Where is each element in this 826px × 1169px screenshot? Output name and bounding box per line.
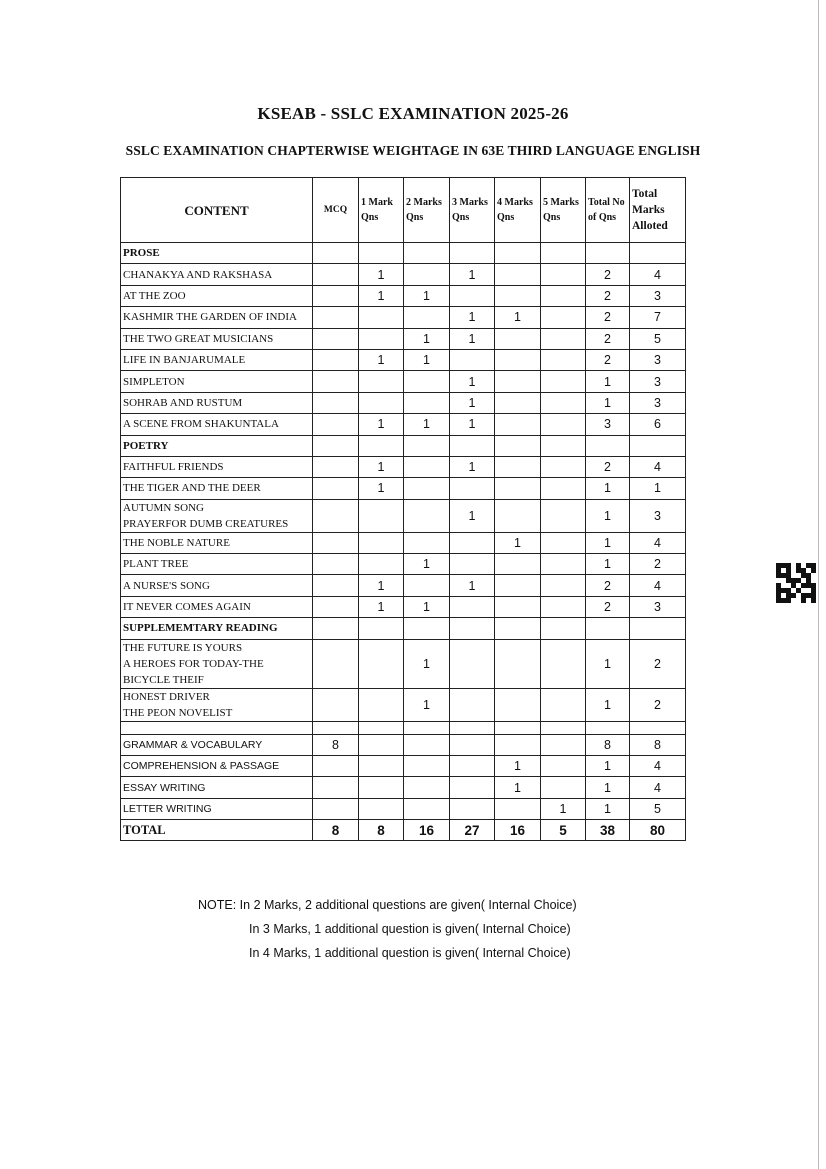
table-row	[121, 478, 686, 499]
note-line-3: In 4 Marks, 1 additional question is given( Internal Choice)	[249, 946, 571, 960]
row-cell	[495, 618, 541, 639]
row-cell: 1	[586, 532, 630, 553]
row-cell: 1	[450, 264, 495, 285]
row-cell	[313, 264, 359, 285]
row-cell	[313, 575, 359, 596]
row-cell: 1	[586, 756, 630, 777]
row-cell	[450, 639, 495, 688]
row-cell	[359, 435, 404, 456]
row-cell	[359, 798, 404, 819]
row-cell: 4	[630, 777, 686, 798]
row-cell: 7	[630, 307, 686, 328]
row-cell: 3	[630, 499, 686, 532]
row-cell: 3	[630, 285, 686, 306]
row-cell	[630, 243, 686, 264]
row-cell	[359, 554, 404, 575]
row-cell: 1	[450, 499, 495, 532]
row-cell: 2	[586, 285, 630, 306]
row-cell: 1	[359, 596, 404, 617]
row-cell: 3	[630, 596, 686, 617]
row-cell	[541, 777, 586, 798]
row-cell	[541, 371, 586, 392]
row-cell: 2	[586, 349, 630, 370]
row-cell: 1	[450, 414, 495, 435]
row-cell	[313, 456, 359, 477]
row-cell	[313, 688, 359, 721]
row-label	[121, 721, 313, 734]
row-cell: 2	[586, 328, 630, 349]
row-cell	[586, 243, 630, 264]
row-label: COMPREHENSION & PASSAGE	[121, 756, 313, 777]
table-header-row	[121, 178, 686, 243]
row-label: A SCENE FROM SHAKUNTALA	[121, 414, 313, 435]
row-cell	[313, 554, 359, 575]
row-cell	[450, 721, 495, 734]
row-cell	[359, 499, 404, 532]
row-cell: 1	[586, 499, 630, 532]
row-cell	[450, 596, 495, 617]
row-cell	[359, 243, 404, 264]
table-row	[121, 575, 686, 596]
row-cell	[630, 721, 686, 734]
row-cell: 1	[586, 371, 630, 392]
row-cell	[404, 478, 450, 499]
row-cell	[586, 618, 630, 639]
row-cell: 1	[495, 777, 541, 798]
total-marks: 80	[630, 820, 686, 841]
row-label: FAITHFUL FRIENDS	[121, 456, 313, 477]
row-label: THE TIGER AND THE DEER	[121, 478, 313, 499]
row-cell: 1	[450, 328, 495, 349]
row-cell	[541, 243, 586, 264]
weightage-table	[120, 177, 686, 841]
total-label: TOTAL	[121, 820, 313, 841]
row-cell	[404, 243, 450, 264]
table-row	[121, 798, 686, 819]
row-cell	[586, 435, 630, 456]
row-cell	[313, 532, 359, 553]
row-cell: 1	[586, 639, 630, 688]
row-cell	[495, 456, 541, 477]
table-row	[121, 688, 686, 721]
table-row	[121, 414, 686, 435]
row-cell	[541, 688, 586, 721]
row-cell: 1	[586, 554, 630, 575]
row-cell: 2	[586, 456, 630, 477]
row-cell	[495, 639, 541, 688]
row-cell: 1	[359, 414, 404, 435]
row-cell	[495, 499, 541, 532]
row-cell: 1	[495, 756, 541, 777]
row-cell	[495, 734, 541, 755]
row-cell	[450, 756, 495, 777]
row-cell: 4	[630, 456, 686, 477]
header-5-marks: 5 Marks Qns	[541, 178, 586, 243]
row-cell: 2	[630, 688, 686, 721]
header-1-mark: 1 Mark Qns	[359, 178, 404, 243]
row-cell	[359, 328, 404, 349]
row-label: POETRY	[121, 435, 313, 456]
row-cell	[313, 285, 359, 306]
row-cell: 1	[359, 575, 404, 596]
row-cell: 1	[586, 777, 630, 798]
header-3-marks: 3 Marks Qns	[450, 178, 495, 243]
row-cell	[541, 639, 586, 688]
row-cell	[359, 639, 404, 688]
table-row	[121, 532, 686, 553]
row-cell: 1	[630, 478, 686, 499]
table-body	[121, 243, 686, 820]
row-cell	[495, 328, 541, 349]
row-cell	[404, 435, 450, 456]
total-1-mark: 8	[359, 820, 404, 841]
row-cell	[404, 392, 450, 413]
page-title: KSEAB - SSLC EXAMINATION 2025-26	[257, 104, 569, 123]
row-cell: 1	[495, 532, 541, 553]
row-cell	[495, 371, 541, 392]
row-cell: 1	[450, 456, 495, 477]
row-label: HONEST DRIVER THE PEON NOVELIST	[121, 688, 313, 721]
table-row	[121, 777, 686, 798]
row-cell: 1	[359, 349, 404, 370]
table-row	[121, 639, 686, 688]
row-cell: 1	[450, 575, 495, 596]
row-cell	[541, 307, 586, 328]
table-row	[121, 756, 686, 777]
row-cell: 3	[630, 371, 686, 392]
row-cell	[495, 596, 541, 617]
row-cell: 1	[586, 392, 630, 413]
total-mcq: 8	[313, 820, 359, 841]
row-cell	[404, 456, 450, 477]
spacer-row	[121, 721, 686, 734]
row-cell	[541, 532, 586, 553]
row-cell	[495, 264, 541, 285]
row-cell	[450, 554, 495, 575]
row-label: PROSE	[121, 243, 313, 264]
note-line-2: In 3 Marks, 1 additional question is given( Internal Choice)	[249, 922, 571, 936]
row-cell	[541, 478, 586, 499]
row-cell	[450, 798, 495, 819]
row-cell: 3	[630, 392, 686, 413]
row-cell: 8	[313, 734, 359, 755]
row-cell: 1	[404, 688, 450, 721]
row-label: IT NEVER COMES AGAIN	[121, 596, 313, 617]
total-2-marks: 16	[404, 820, 450, 841]
row-cell	[495, 392, 541, 413]
total-row	[121, 820, 686, 841]
row-cell: 1	[404, 328, 450, 349]
table-row	[121, 499, 686, 532]
row-cell	[313, 307, 359, 328]
row-cell: 2	[630, 639, 686, 688]
table-row	[121, 392, 686, 413]
row-cell	[541, 499, 586, 532]
row-cell: 1	[404, 414, 450, 435]
row-cell: 1	[450, 307, 495, 328]
table-row	[121, 554, 686, 575]
row-cell: 1	[404, 285, 450, 306]
row-label: AT THE ZOO	[121, 285, 313, 306]
row-cell	[313, 371, 359, 392]
row-cell	[404, 264, 450, 285]
row-cell	[450, 734, 495, 755]
row-cell: 1	[404, 639, 450, 688]
row-cell	[541, 456, 586, 477]
qr-code-icon	[776, 563, 816, 603]
row-cell	[450, 243, 495, 264]
row-cell	[404, 756, 450, 777]
row-cell: 2	[586, 575, 630, 596]
row-cell	[404, 734, 450, 755]
table-row	[121, 456, 686, 477]
row-cell	[313, 243, 359, 264]
row-cell	[450, 532, 495, 553]
row-cell	[495, 478, 541, 499]
row-cell	[404, 499, 450, 532]
row-cell	[586, 721, 630, 734]
row-cell	[313, 392, 359, 413]
row-cell	[359, 618, 404, 639]
header-total-marks: Total Marks Alloted	[630, 178, 686, 243]
row-cell	[495, 285, 541, 306]
table-row	[121, 371, 686, 392]
row-cell	[450, 777, 495, 798]
row-cell	[541, 349, 586, 370]
row-cell	[313, 499, 359, 532]
header-content: CONTENT	[121, 178, 313, 243]
row-cell	[313, 435, 359, 456]
section-row	[121, 435, 686, 456]
row-cell	[541, 414, 586, 435]
row-cell	[541, 756, 586, 777]
row-cell: 6	[630, 414, 686, 435]
row-label: PLANT TREE	[121, 554, 313, 575]
row-label: THE TWO GREAT MUSICIANS	[121, 328, 313, 349]
row-cell	[541, 285, 586, 306]
row-cell: 1	[495, 307, 541, 328]
row-cell	[313, 478, 359, 499]
row-cell	[541, 575, 586, 596]
row-label: SOHRAB AND RUSTUM	[121, 392, 313, 413]
row-cell	[630, 618, 686, 639]
total-qns: 38	[586, 820, 630, 841]
row-cell: 2	[630, 554, 686, 575]
row-cell: 4	[630, 575, 686, 596]
row-cell	[450, 435, 495, 456]
row-cell	[359, 688, 404, 721]
row-cell: 1	[404, 554, 450, 575]
header-4-marks: 4 Marks Qns	[495, 178, 541, 243]
row-cell	[359, 756, 404, 777]
row-cell	[495, 688, 541, 721]
row-cell: 1	[404, 596, 450, 617]
row-cell: 1	[586, 478, 630, 499]
row-cell	[404, 532, 450, 553]
row-cell: 2	[586, 264, 630, 285]
row-cell	[404, 575, 450, 596]
note-line-1: NOTE: In 2 Marks, 2 additional questions are given( Internal Choice)	[198, 898, 577, 912]
row-cell	[541, 328, 586, 349]
row-cell	[495, 349, 541, 370]
row-cell	[404, 307, 450, 328]
row-cell	[630, 435, 686, 456]
row-cell	[495, 243, 541, 264]
row-cell: 4	[630, 264, 686, 285]
row-cell	[313, 596, 359, 617]
row-cell: 1	[359, 264, 404, 285]
row-cell	[495, 554, 541, 575]
row-cell	[495, 435, 541, 456]
row-cell	[450, 349, 495, 370]
total-3-marks: 27	[450, 820, 495, 841]
row-cell	[541, 435, 586, 456]
scan-edge-line	[818, 0, 819, 1169]
row-cell: 1	[586, 688, 630, 721]
row-cell: 3	[586, 414, 630, 435]
row-cell	[541, 596, 586, 617]
row-cell	[450, 688, 495, 721]
row-cell	[313, 721, 359, 734]
row-cell	[450, 285, 495, 306]
row-label: KASHMIR THE GARDEN OF INDIA	[121, 307, 313, 328]
row-cell: 8	[630, 734, 686, 755]
page-subtitle: SSLC EXAMINATION CHAPTERWISE WEIGHTAGE IN 63E THIRD LANGUAGE ENGLISH	[125, 143, 701, 158]
row-cell: 2	[586, 307, 630, 328]
row-label: LETTER WRITING	[121, 798, 313, 819]
row-cell	[541, 734, 586, 755]
row-cell: 1	[359, 478, 404, 499]
row-cell	[359, 392, 404, 413]
row-cell	[313, 349, 359, 370]
row-cell	[404, 721, 450, 734]
row-cell: 1	[450, 371, 495, 392]
row-label: ESSAY WRITING	[121, 777, 313, 798]
table-row	[121, 307, 686, 328]
row-cell	[541, 721, 586, 734]
table-row	[121, 734, 686, 755]
row-cell	[495, 798, 541, 819]
row-cell	[450, 478, 495, 499]
row-label: SIMPLETON	[121, 371, 313, 392]
row-cell	[541, 264, 586, 285]
row-cell: 1	[404, 349, 450, 370]
row-cell	[404, 798, 450, 819]
row-cell	[541, 618, 586, 639]
row-cell: 1	[450, 392, 495, 413]
row-cell: 5	[630, 798, 686, 819]
row-cell	[313, 798, 359, 819]
row-label: THE FUTURE IS YOURS A HEROES FOR TODAY-THE BICYCLE THEIF	[121, 639, 313, 688]
row-cell	[359, 734, 404, 755]
header-mcq: MCQ	[313, 178, 359, 243]
total-5-marks: 5	[541, 820, 586, 841]
row-label: THE NOBLE NATURE	[121, 532, 313, 553]
table-row	[121, 285, 686, 306]
row-cell	[359, 307, 404, 328]
table-row	[121, 264, 686, 285]
section-row	[121, 243, 686, 264]
row-cell: 3	[630, 349, 686, 370]
row-cell	[313, 756, 359, 777]
row-label: SUPPLEMEMTARY READING	[121, 618, 313, 639]
row-label: AUTUMN SONG PRAYERFOR DUMB CREATURES	[121, 499, 313, 532]
row-cell	[495, 414, 541, 435]
row-cell	[450, 618, 495, 639]
row-cell	[359, 777, 404, 798]
row-label: GRAMMAR & VOCABULARY	[121, 734, 313, 755]
row-cell	[359, 371, 404, 392]
row-cell	[404, 618, 450, 639]
row-cell	[541, 392, 586, 413]
row-cell	[495, 721, 541, 734]
row-cell	[359, 721, 404, 734]
row-cell: 1	[586, 798, 630, 819]
row-cell	[313, 328, 359, 349]
row-cell: 5	[630, 328, 686, 349]
row-cell: 2	[586, 596, 630, 617]
row-cell: 4	[630, 532, 686, 553]
row-label: CHANAKYA AND RAKSHASA	[121, 264, 313, 285]
header-total-qns: Total No of Qns	[586, 178, 630, 243]
row-cell: 1	[359, 456, 404, 477]
row-label: A NURSE'S SONG	[121, 575, 313, 596]
row-cell	[313, 618, 359, 639]
row-cell: 1	[541, 798, 586, 819]
row-cell	[541, 554, 586, 575]
table-row	[121, 349, 686, 370]
row-cell	[313, 639, 359, 688]
section-row	[121, 618, 686, 639]
table-row	[121, 596, 686, 617]
row-cell	[404, 777, 450, 798]
header-2-marks: 2 Marks Qns	[404, 178, 450, 243]
row-cell	[313, 777, 359, 798]
row-cell: 1	[359, 285, 404, 306]
table-row	[121, 328, 686, 349]
row-cell	[495, 575, 541, 596]
row-cell: 4	[630, 756, 686, 777]
row-cell	[404, 371, 450, 392]
row-label: LIFE IN BANJARUMALE	[121, 349, 313, 370]
row-cell	[359, 532, 404, 553]
row-cell: 8	[586, 734, 630, 755]
row-cell	[313, 414, 359, 435]
total-4-marks: 16	[495, 820, 541, 841]
